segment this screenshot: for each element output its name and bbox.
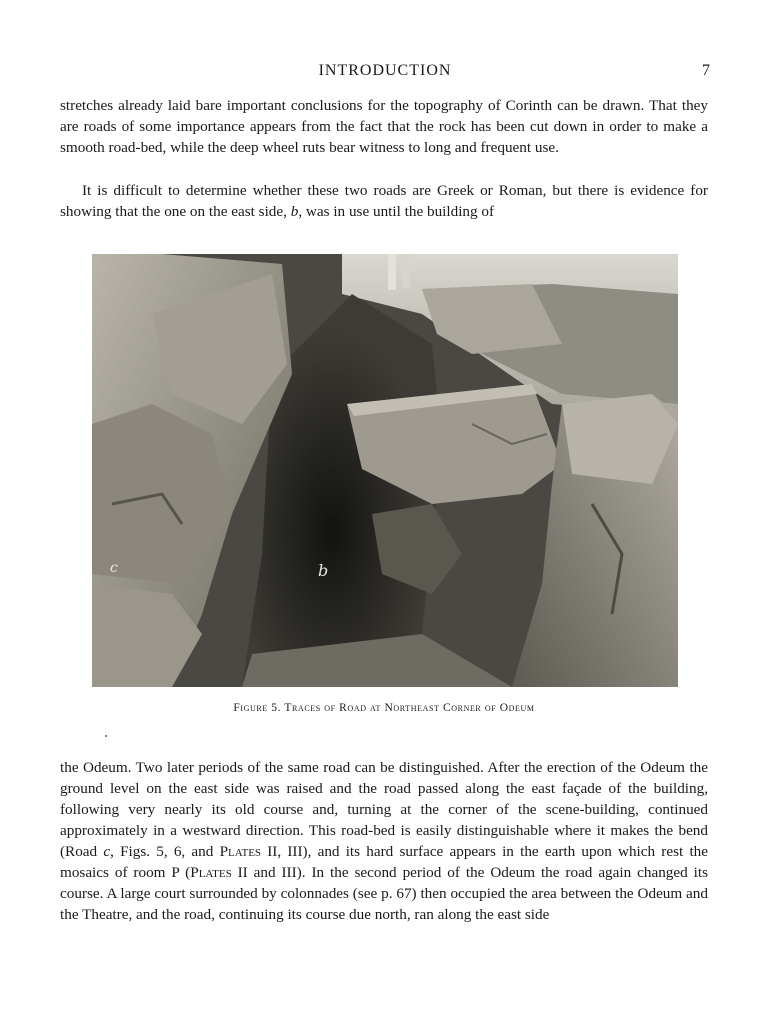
paragraph-2-text-end: , was in use until the building of (298, 203, 495, 220)
figure-caption: Figure 5. Traces of Road at Northeast Corner of Odeum (233, 702, 535, 714)
road-b-ref: b (290, 203, 299, 220)
stray-mark (105, 735, 107, 737)
running-head (60, 62, 710, 82)
excavation-photo (92, 254, 678, 687)
paragraph-3 (60, 757, 708, 925)
plates-ref-2: Plates (190, 864, 232, 881)
plates-ref-1: Plates (219, 843, 262, 860)
paragraph-1: stretches already laid bare important conclusions for the topography of Corinth can be drawn. That they are roads of some importance appears from the fact that the rock has been cut down in order to make a smooth road-bed, while the deep wheel ruts bear witness to long and frequent use. (60, 97, 708, 156)
paragraph-3-text-c: II, III), and its hard surface appears in the earth upon which rest the mosaics of room P ( (60, 843, 708, 881)
paragraph-3-text-d: II and III). In the second period of the Odeum the road again changed its course. A large court surrounded by colonnades (see p. 67) then occupied the area between the Odeum and the Theatre, and the road, continuing its course due north, ran along the east side (60, 864, 708, 923)
page-number: 7 (702, 62, 710, 79)
paragraph-2 (60, 180, 708, 222)
paragraph-2-text-start: It is difficult to determine whether these two roads are Greek or Roman, but there is evidence for showing that the one on the east side, (60, 182, 708, 220)
paragraph-3-text-a: the Odeum. Two later periods of the same road can be distinguished. After the erection of the Odeum the ground level on the east side was raised and the road passed along the east façade of the building, following very nearly its old course and, turning at the corner of the scene-building, continued approximately in a westward direction. This road-bed is easily distinguishable where it makes the bend (Road (60, 759, 708, 860)
photo-label-c: c (110, 560, 118, 576)
road-c-ref: c (103, 843, 111, 860)
paragraph-3-text-b: , Figs. 5, 6, and (110, 843, 220, 860)
figure-5-photograph (92, 254, 678, 687)
photo-label-b: b (318, 561, 329, 580)
running-title: INTRODUCTION (318, 62, 452, 79)
